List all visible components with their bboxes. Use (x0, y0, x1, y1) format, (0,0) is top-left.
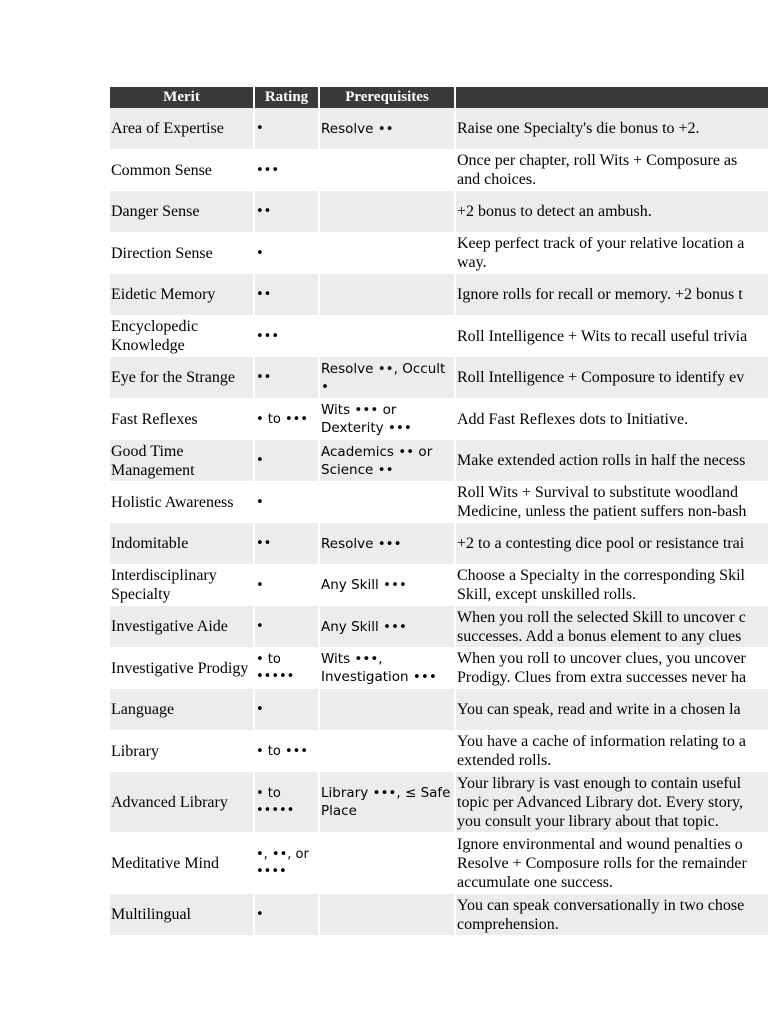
table-row (110, 523, 768, 564)
merit-prerequisites (320, 315, 454, 357)
merit-prerequisites (320, 894, 454, 935)
merit-name: Advanced Library (110, 772, 253, 832)
merit-name: Holistic Awareness (110, 481, 253, 523)
merit-description (456, 232, 768, 274)
table-row (110, 440, 768, 481)
merit-rating: • to ••• (255, 398, 318, 440)
description-line: Roll Intelligence + Composure to identify ev (457, 369, 745, 386)
merit-name: Fast Reflexes (110, 398, 253, 440)
merit-description (456, 398, 768, 440)
merit-prerequisites (320, 274, 454, 315)
merit-prerequisites: Library •••, ≤ Safe Place (320, 772, 454, 832)
merit-description (456, 606, 768, 647)
merit-description (456, 832, 768, 894)
description-line: Your library is vast enough to contain useful (457, 774, 742, 792)
table-row (110, 606, 768, 647)
merit-name: Good Time Management (110, 440, 253, 481)
merit-name: Area of Expertise (110, 108, 253, 149)
description-line: Resolve + Composure rolls for the remainder (457, 854, 747, 872)
merit-description (456, 357, 768, 398)
description-line: comprehension. (457, 915, 559, 933)
merit-prerequisites: Wits •••, Investigation ••• (320, 647, 454, 689)
table-row (110, 149, 768, 191)
header-rating: Rating (255, 87, 318, 108)
table-row (110, 398, 768, 440)
merit-prerequisites (320, 689, 454, 730)
description-line: You have a cache of information relating to a (457, 733, 746, 750)
merit-name: Interdisciplinary Specialty (110, 564, 253, 606)
merit-description (456, 274, 768, 315)
description-line: +2 to a contesting dice pool or resistance trai (457, 535, 745, 552)
merit-description (456, 523, 768, 564)
merit-prerequisites: Academics •• or Science •• (320, 440, 454, 481)
merit-rating: • (255, 606, 318, 647)
merit-description (456, 689, 768, 730)
table-row (110, 274, 768, 315)
merit-rating: •, ••, or •••• (255, 832, 318, 894)
merit-description (456, 647, 768, 689)
merit-name: Direction Sense (110, 232, 253, 274)
merit-rating: • (255, 689, 318, 730)
merit-prerequisites: Resolve ••, Occult • (320, 357, 454, 398)
merit-name: Investigative Prodigy (110, 647, 253, 689)
table-row (110, 832, 768, 894)
merit-description (456, 772, 768, 832)
merit-prerequisites (320, 149, 454, 191)
header-prerequisites: Prerequisites (320, 87, 454, 108)
merit-rating: •• (255, 357, 318, 398)
merit-prerequisites: Wits ••• or Dexterity ••• (320, 398, 454, 440)
description-line: Raise one Specialty's die bonus to +2. (457, 120, 700, 137)
merit-description (456, 108, 768, 149)
description-line: successes. Add a bonus element to any clues (457, 627, 742, 645)
description-line: extended rolls. (457, 752, 552, 769)
header-description (456, 87, 768, 108)
merit-description (456, 440, 768, 481)
description-line: Ignore environmental and wound penalties o (457, 835, 743, 853)
merit-rating: •• (255, 523, 318, 564)
description-line: Roll Wits + Survival to substitute woodland (457, 484, 738, 501)
table-header (110, 87, 768, 108)
merit-rating: •• (255, 191, 318, 232)
description-line: Make extended action rolls in half the necess (457, 452, 746, 469)
merit-rating: • (255, 232, 318, 274)
merit-prerequisites: Any Skill ••• (320, 564, 454, 606)
table-row (110, 191, 768, 232)
description-line: and choices. (457, 171, 537, 188)
table-row (110, 108, 768, 149)
description-line: +2 bonus to detect an ambush. (457, 203, 652, 220)
merit-rating: • to ••••• (255, 647, 318, 689)
description-line: Roll Intelligence + Wits to recall useful trivia (457, 327, 748, 345)
description-line: accumulate one success. (457, 873, 613, 891)
merit-description (456, 191, 768, 232)
merit-name: Eye for the Strange (110, 357, 253, 398)
description-line: Choose a Specialty in the corresponding Skil (457, 567, 745, 584)
merit-prerequisites: Resolve ••• (320, 523, 454, 564)
header-row (110, 87, 768, 108)
merit-name: Meditative Mind (110, 832, 253, 894)
table-row (110, 315, 768, 357)
merit-prerequisites (320, 191, 454, 232)
merit-prerequisites (320, 232, 454, 274)
merit-prerequisites: Any Skill ••• (320, 606, 454, 647)
table-row (110, 689, 768, 730)
table-body (110, 108, 768, 935)
description-line: Keep perfect track of your relative location a (457, 235, 745, 252)
merit-prerequisites: Resolve •• (320, 108, 454, 149)
description-line: Skill, except unskilled rolls. (457, 586, 637, 603)
table-row (110, 647, 768, 689)
table-row (110, 894, 768, 935)
merit-name: Library (110, 730, 253, 772)
table-row (110, 730, 768, 772)
merit-prerequisites (320, 832, 454, 894)
merit-rating: • (255, 440, 318, 481)
table-row (110, 232, 768, 274)
merit-name: Language (110, 689, 253, 730)
merit-description (456, 894, 768, 935)
merit-name: Multilingual (110, 894, 253, 935)
description-line: When you roll the selected Skill to uncover c (457, 608, 746, 626)
description-line: You can speak conversationally in two chose (457, 896, 745, 914)
merit-prerequisites (320, 481, 454, 523)
merit-rating: • (255, 481, 318, 523)
merit-rating: • (255, 108, 318, 149)
table-row (110, 357, 768, 398)
merit-description (456, 481, 768, 523)
merit-name: Encyclopedic Knowledge (110, 315, 253, 357)
merits-table (108, 87, 768, 935)
description-line: way. (457, 254, 487, 271)
description-line: you consult your library about that topic. (457, 812, 719, 830)
merit-name: Common Sense (110, 149, 253, 191)
description-line: Ignore rolls for recall or memory. +2 bonus t (457, 286, 743, 303)
merit-description (456, 564, 768, 606)
merit-rating: • (255, 564, 318, 606)
table-row (110, 481, 768, 523)
merit-rating: •• (255, 274, 318, 315)
description-line: Medicine, unless the patient suffers non-bash (457, 503, 747, 520)
merit-description (456, 149, 768, 191)
description-line: topic per Advanced Library dot. Every story, (457, 793, 743, 811)
merit-name: Danger Sense (110, 191, 253, 232)
description-line: When you roll to uncover clues, you uncover (457, 650, 746, 667)
table-row (110, 564, 768, 606)
description-line: You can speak, read and write in a chosen la (457, 701, 741, 718)
merit-rating: ••• (255, 315, 318, 357)
header-merit: Merit (110, 87, 253, 108)
merit-name: Eidetic Memory (110, 274, 253, 315)
merit-prerequisites (320, 730, 454, 772)
description-line: Prodigy. Clues from extra successes never ha (457, 669, 747, 686)
merit-description (456, 730, 768, 772)
merit-description (456, 315, 768, 357)
merit-rating: • to ••• (255, 730, 318, 772)
merit-name: Investigative Aide (110, 606, 253, 647)
description-line: Once per chapter, roll Wits + Composure as (457, 152, 738, 169)
merit-rating: • (255, 894, 318, 935)
table-row (110, 772, 768, 832)
merit-rating: ••• (255, 149, 318, 191)
description-line: Add Fast Reflexes dots to Initiative. (457, 410, 689, 428)
merit-rating: • to ••••• (255, 772, 318, 832)
merit-name: Indomitable (110, 523, 253, 564)
